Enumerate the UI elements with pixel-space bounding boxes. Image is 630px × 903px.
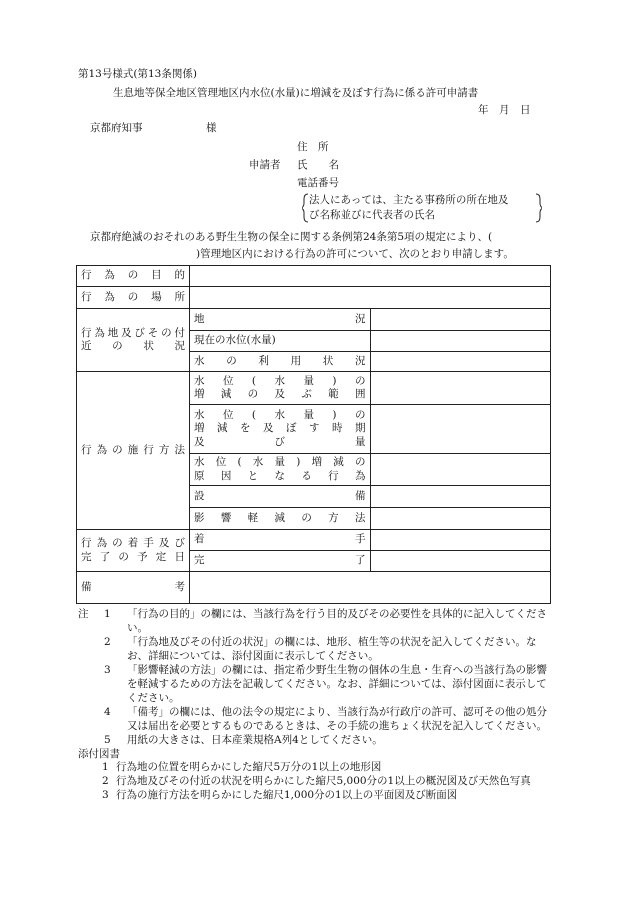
range-field[interactable] [370,372,551,405]
water-use-field[interactable] [370,352,551,372]
body-line2: )管理地区内における行為の許可について、次のとおり申請します。 [196,248,514,260]
cause-label: 水位(水量)増減の 原因となる行為 [190,454,371,486]
surroundings-label: 行為地及びその付 近 の 状 況 [77,309,190,372]
end-field[interactable] [370,551,551,572]
form-number: 第13号様式(第13条関係) [78,68,197,80]
corporate-note-line1: 法人にあっては、主たる事務所の所在地及 [309,194,509,206]
start-label: 着 手 [190,530,371,551]
note-item: 3 「影響軽減の方法」の欄には、指定希少野生生物の個体の生息・生育への当該行為の影響を軽減するための方法を記載してください。なお、詳細については、添付図面に表示してください。 [104,663,547,704]
facility-label: 設 備 [190,486,371,508]
facility-field[interactable] [370,486,551,508]
addressee: 京都府知事 [90,122,143,134]
purpose-label: 行為の目的 [77,266,190,287]
application-form-table [76,265,551,604]
body-line1: 京都府絶滅のおそれのある野生生物の保全に関する条例第24条第5項の規定により、( [90,231,493,243]
cause-field[interactable] [370,454,551,486]
notes-section [78,608,556,803]
attachment-item: 1 行為地の位置を明らかにした縮尺5万分の1以上の地形図 [102,761,382,774]
remarks-label: 備 考 [77,572,190,604]
notes-lead: 注 [78,608,89,620]
range-label: 水位(水量)の 増減の及ぶ範囲 [190,372,371,405]
honorific: 様 [206,122,217,134]
remarks-field[interactable] [190,572,551,604]
purpose-field[interactable] [190,266,551,287]
name-label: 氏 名 [297,159,339,171]
attachments-heading: 添付図書 [78,747,120,760]
place-label: 行為の場所 [77,287,190,309]
method-label: 行為の施行方法 [77,372,190,530]
date-line: 年 月 日 [478,104,531,116]
applicant-label: 申請者 [249,159,281,171]
attachment-item: 2 行為地及びその付近の状況を明らかにした縮尺5,000分の1以上の概況図及び天然色写真 [102,775,531,788]
note-item: 5 用紙の大きさは、日本産業規格A列4としてください。 [104,733,383,746]
document-title: 生息地等保全地区管理地区内水位(水量)に増減を及ぼす行為に係る許可申請書 [113,87,479,99]
phone-label: 電話番号 [297,177,339,189]
end-label: 完 了 [190,551,371,572]
water-use-label: 水の利用状況 [190,352,371,372]
start-field[interactable] [370,530,551,551]
note-item: 注 1 「行為の目的」の欄には、当該行為を行う目的及びその必要性を具体的に記入してください。 [78,608,547,634]
current-level-label: 現在の水位(水量) [190,331,371,352]
attachment-item: 3 行為の施行方法を明らかにした縮尺1,000分の1以上の平面図及び断面図 [102,789,458,802]
mitigation-label: 影響軽減の方法 [190,508,371,530]
period-field[interactable] [370,405,551,454]
mitigation-field[interactable] [370,508,551,530]
address-label: 住 所 [297,141,329,153]
current-level-field[interactable] [370,331,551,352]
place-field[interactable] [190,287,551,309]
period-label: 水位(水量)の 増減を及ぼす時期 及 び 量 [190,405,371,454]
note-item: 2 「行為地及びその付近の状況」の欄には、地形、植生等の状況を記入してください。なお、詳細については、添付図面に表示してください。 [104,635,537,662]
terrain-label: 地 況 [190,309,371,331]
terrain-field[interactable] [370,309,551,331]
schedule-label: 行為の着手及び 完了の予定日 [77,530,190,572]
corporate-note-line2: び名称並びに代表者の氏名 [309,209,435,221]
note-item: 4 「備考」の欄には、他の法令の規定により、当該行為が行政庁の許可、認可その他の処分又は届出を必要とするものであるときは、その手続の進ちょく状況を記入してください。 [104,705,547,732]
